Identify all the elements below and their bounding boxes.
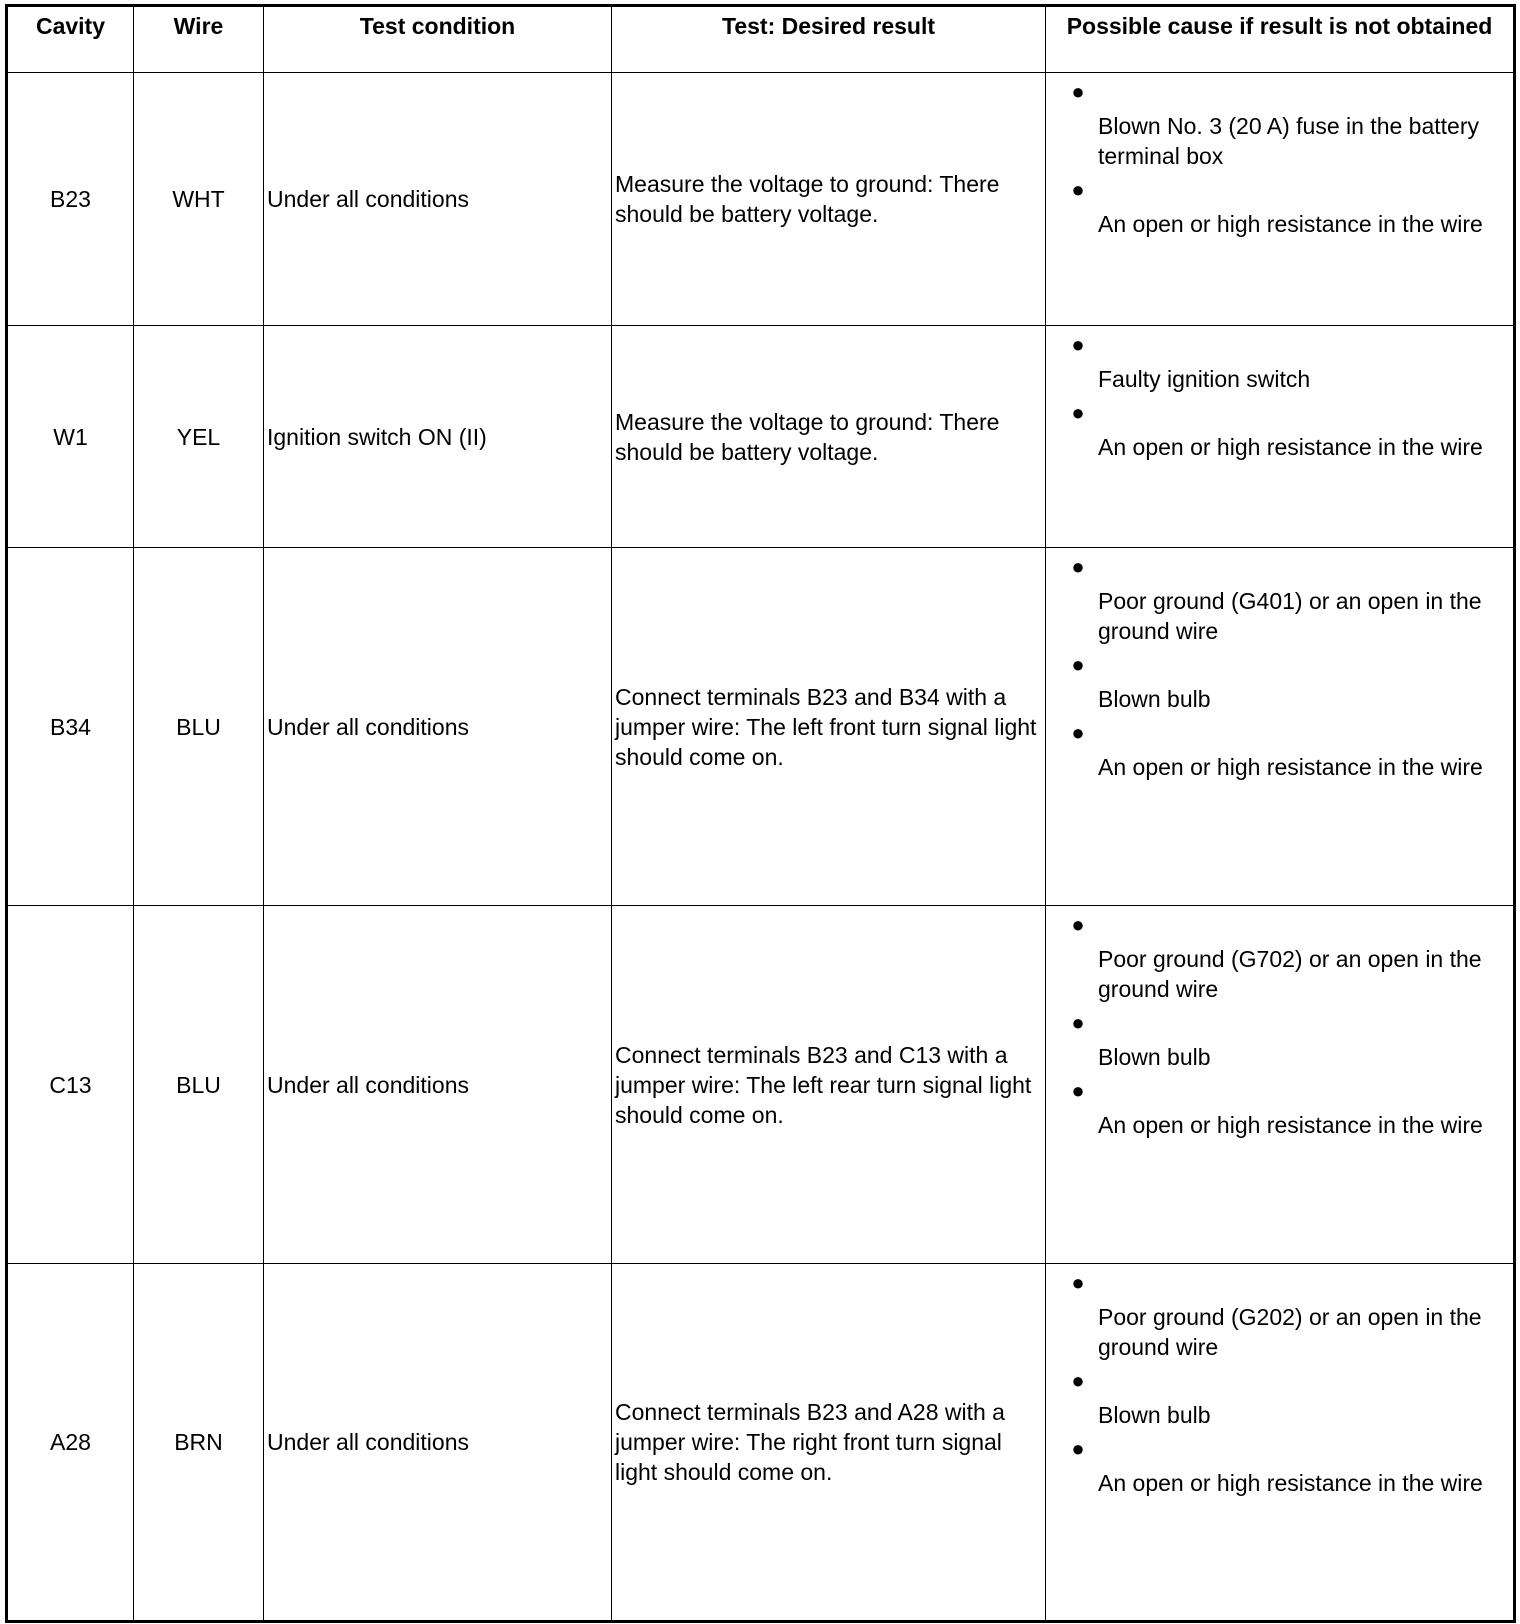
bullet-icon: ● [1071, 79, 1085, 104]
cause-item [1046, 1362, 1513, 1430]
bullet-icon: ● [1071, 1010, 1085, 1035]
cause-text: An open or high resistance in the wire [1098, 1112, 1483, 1138]
header-desired-result: Test: Desired result [612, 7, 1046, 73]
table-row [8, 906, 1514, 1264]
wire-cell: YEL [134, 326, 264, 548]
cause-text: Poor ground (G202) or an open in the ground wire [1098, 1304, 1482, 1360]
table-row [8, 326, 1514, 548]
header-test-condition: Test condition [264, 7, 612, 73]
cavity-cell: W1 [8, 326, 134, 548]
cause-cell [1046, 1264, 1514, 1621]
bullet-icon: ● [1071, 554, 1085, 579]
result-cell: Connect terminals B23 and B34 with a jumper wire: The left front turn signal light should come on. [612, 548, 1046, 906]
cause-text: An open or high resistance in the wire [1098, 211, 1483, 237]
cause-text: An open or high resistance in the wire [1098, 1470, 1483, 1496]
cause-text: An open or high resistance in the wire [1098, 434, 1483, 460]
cavity-cell: B34 [8, 548, 134, 906]
cause-item [1046, 1430, 1513, 1498]
condition-cell: Under all conditions [264, 73, 612, 326]
cause-cell [1046, 906, 1514, 1264]
header-row [8, 7, 1514, 73]
cause-item [1046, 1004, 1513, 1072]
wire-cell: BRN [134, 1264, 264, 1621]
cause-text: Blown bulb [1098, 686, 1211, 712]
table-row [8, 73, 1514, 326]
cause-item [1046, 73, 1513, 171]
cause-text: Poor ground (G702) or an open in the ground wire [1098, 946, 1482, 1002]
wire-cell: BLU [134, 548, 264, 906]
wire-cell: WHT [134, 73, 264, 326]
bullet-icon: ● [1071, 1270, 1085, 1295]
table-row [8, 1264, 1514, 1621]
troubleshooting-table [7, 6, 1514, 1621]
cause-text: An open or high resistance in the wire [1098, 754, 1483, 780]
result-cell: Measure the voltage to ground: There should be battery voltage. [612, 73, 1046, 326]
cause-item [1046, 171, 1513, 239]
cause-text: Faulty ignition switch [1098, 366, 1311, 392]
header-wire: Wire [134, 7, 264, 73]
result-cell: Connect terminals B23 and A28 with a jumper wire: The right front turn signal light should come on. [612, 1264, 1046, 1621]
cause-text: Poor ground (G401) or an open in the ground wire [1098, 588, 1482, 644]
condition-cell: Ignition switch ON (II) [264, 326, 612, 548]
condition-cell: Under all conditions [264, 1264, 612, 1621]
cause-item [1046, 906, 1513, 1004]
bullet-icon: ● [1071, 1078, 1085, 1103]
cause-cell [1046, 548, 1514, 906]
cause-item [1046, 326, 1513, 394]
bullet-icon: ● [1071, 912, 1085, 937]
cause-item [1046, 714, 1513, 782]
header-cavity: Cavity [8, 7, 134, 73]
cause-text: Blown bulb [1098, 1402, 1211, 1428]
result-cell: Measure the voltage to ground: There should be battery voltage. [612, 326, 1046, 548]
header-possible-cause: Possible cause if result is not obtained [1046, 7, 1514, 73]
bullet-icon: ● [1071, 652, 1085, 677]
table-row [8, 548, 1514, 906]
wire-cell: BLU [134, 906, 264, 1264]
cavity-cell: B23 [8, 73, 134, 326]
bullet-icon: ● [1071, 720, 1085, 745]
cause-cell [1046, 73, 1514, 326]
bullet-icon: ● [1071, 1368, 1085, 1393]
bullet-icon: ● [1071, 1436, 1085, 1461]
condition-cell: Under all conditions [264, 548, 612, 906]
condition-cell: Under all conditions [264, 906, 612, 1264]
cause-item [1046, 1072, 1513, 1140]
bullet-icon: ● [1071, 332, 1085, 357]
cause-text: Blown No. 3 (20 A) fuse in the battery terminal box [1098, 113, 1479, 169]
cavity-cell: C13 [8, 906, 134, 1264]
cavity-cell: A28 [8, 1264, 134, 1621]
cause-item [1046, 646, 1513, 714]
cause-item [1046, 1264, 1513, 1362]
bullet-icon: ● [1071, 177, 1085, 202]
cause-item [1046, 548, 1513, 646]
cause-text: Blown bulb [1098, 1044, 1211, 1070]
bullet-icon: ● [1071, 400, 1085, 425]
cause-item [1046, 394, 1513, 462]
cause-cell [1046, 326, 1514, 548]
result-cell: Connect terminals B23 and C13 with a jumper wire: The left rear turn signal light should come on. [612, 906, 1046, 1264]
